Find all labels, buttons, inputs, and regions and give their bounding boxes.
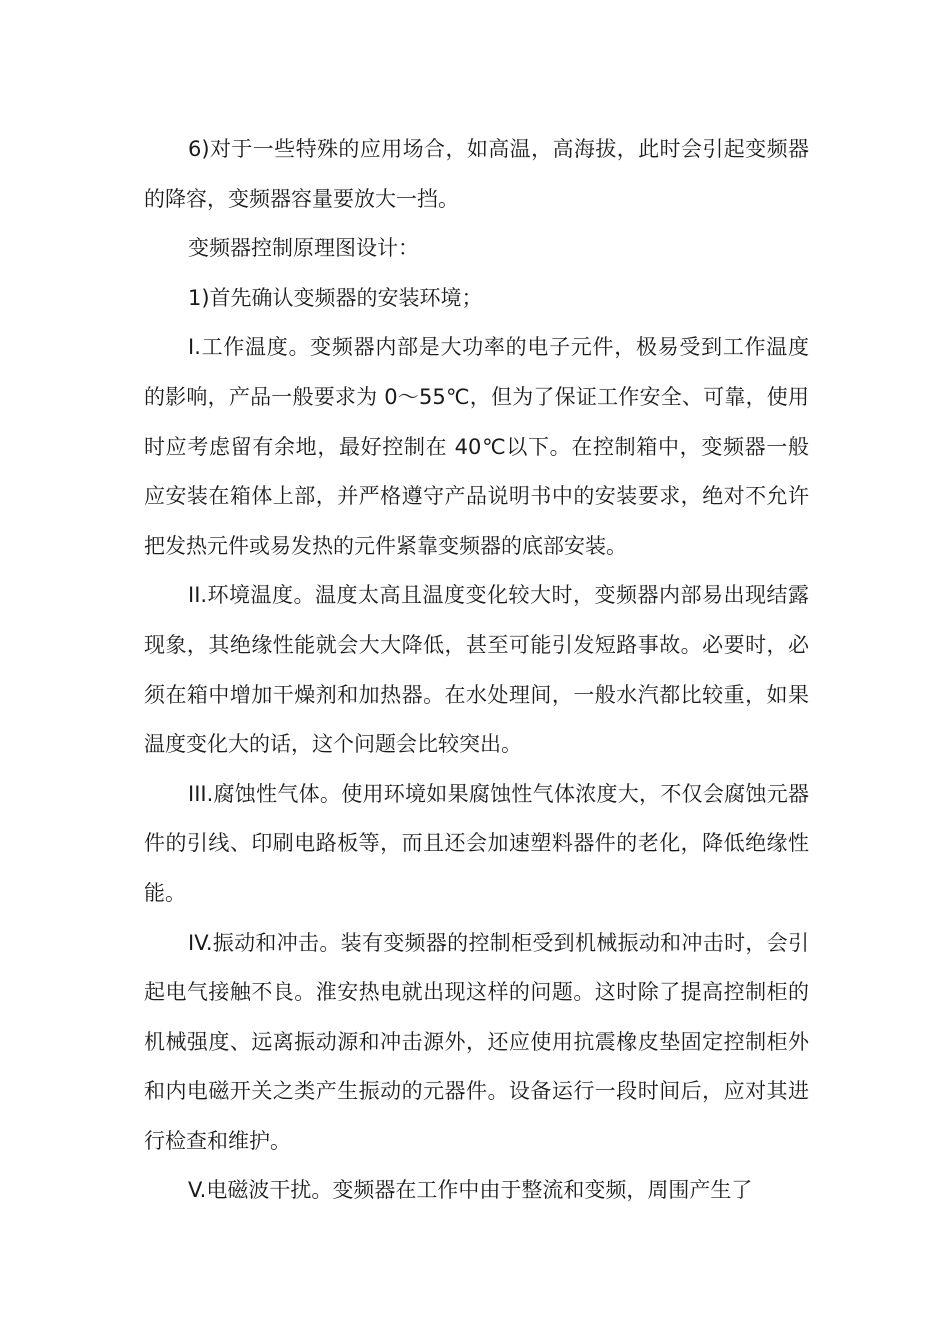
paragraph-ambient-temperature: II.环境温度。温度太高且温度变化较大时，变频器内部易出现结露现象，其绝缘性能就会大大降低，甚至可能引发短路事故。必要时，必须在箱中增加干燥剂和加热器。在水处理间，一般水汽都比较重，如果温度变化大的话，这个问题会比较突出。: [144, 583, 809, 757]
document-body: [144, 125, 809, 1216]
paragraph-working-temperature: I.工作温度。变频器内部是大功率的电子元件，极易受到工作温度的影响，产品一般要求为 0～55℃，但为了保证工作安全、可靠，使用时应考虑留有余地，最好控制在 40℃以下。在控制箱中，变频器一般应安装在箱体上部，并严格遵守产品说明书中的安装要求，绝对不允许把发热元件或易发热的元件紧靠变频器的底部安装。: [144, 335, 809, 558]
paragraph-corrosive-gas: III.腐蚀性气体。使用环境如果腐蚀性气体浓度大，不仅会腐蚀元器件的引线、印刷电路板等，而且还会加速塑料器件的老化，降低绝缘性能。: [144, 781, 809, 905]
paragraph-emi: V.电磁波干扰。变频器在工作中由于整流和变频，周围产生了: [188, 1178, 753, 1203]
paragraph-schematic-heading: 变频器控制原理图设计：: [188, 236, 419, 261]
paragraph-derating: 6)对于一些特殊的应用场合，如高温，高海拔，此时会引起变频器的降容，变频器容量要放大一挡。: [144, 137, 809, 211]
paragraph-vibration-shock: IV.振动和冲击。装有变频器的控制柜受到机械振动和冲击时，会引起电气接触不良。淮安热电就出现这样的问题。这时除了提高控制柜的机械强度、远离振动源和冲击源外，还应使用抗震橡皮垫固定控制柜外和内电磁开关之类产生振动的元器件。设备运行一段时间后，应对其进行检查和维护。: [144, 930, 809, 1153]
paragraph-install-env-heading: 1)首先确认变频器的安装环境；: [188, 285, 483, 310]
